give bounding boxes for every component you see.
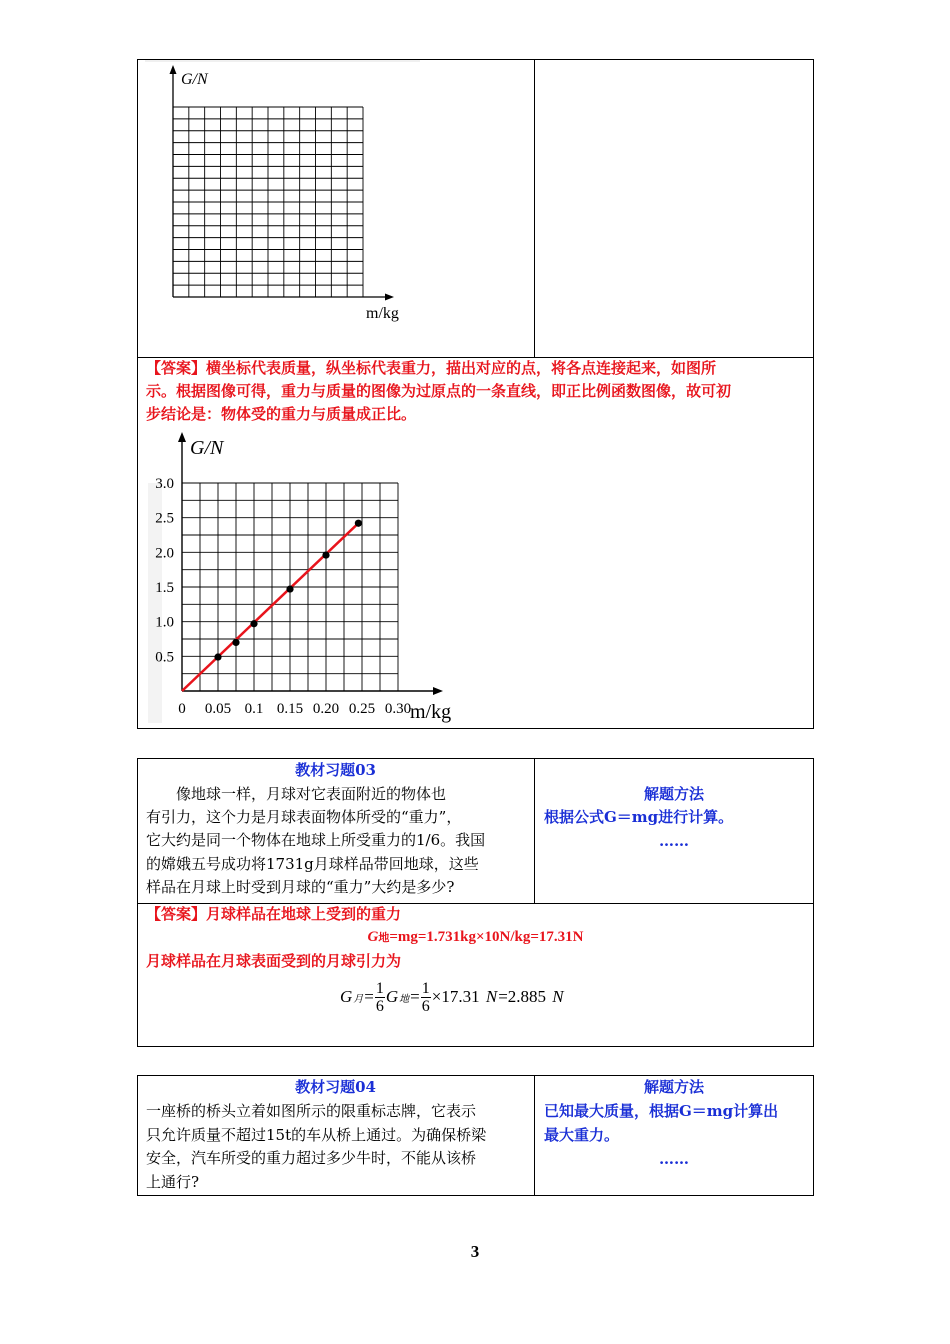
- exercise03-method-title: 解题方法: [643, 785, 704, 803]
- exercise04-question-line-3: 安全，汽车所受的重力超过多少牛时，不能从该桥: [146, 1149, 477, 1167]
- empty-chart-y-label: G/N: [181, 71, 208, 88]
- x-tick-label: 0.05: [204, 701, 232, 717]
- y-tick-label: 0.5: [155, 649, 174, 666]
- fraction-one-sixth-b: $\frac{1}{6}$: [421, 979, 430, 1015]
- fraction-one-sixth-a: $\frac{1}{6}$: [375, 979, 384, 1015]
- exercise03-title: 教材习题03: [295, 761, 376, 779]
- x-tick-label: 0.30: [384, 701, 412, 717]
- exercise03-question-line-3: 它大约是同一个物体在地球上所受重力的1/6。我国: [146, 831, 486, 849]
- empty-chart-x-label: m/kg: [366, 305, 399, 322]
- exercise04-method-line-1: 已知最大质量，根据G＝mg计算出: [544, 1102, 779, 1120]
- y-tick-label: 2.0: [155, 545, 174, 562]
- exercise03-question-line-2: 有引力，这个力是月球表面物体所受的“重力”，: [146, 808, 462, 826]
- answer-chart-x-label: m/kg: [410, 701, 452, 723]
- data-point: [355, 520, 362, 527]
- y-tick-label: 2.5: [155, 510, 174, 527]
- exercise03-question-line-4: 的嫦娥五号成功将1731g月球样品带回地球，这些: [146, 855, 479, 873]
- x-tick-label: 0.25: [348, 701, 376, 717]
- y-tick-label: 3.0: [155, 476, 174, 492]
- y-axis-arrow: [178, 432, 186, 442]
- fit-line: [182, 523, 358, 691]
- exercise04-question-line-4: 上通行?: [146, 1173, 200, 1191]
- answer-chart-y-label: G/N: [190, 437, 224, 459]
- page-number: 3: [470, 1242, 480, 1261]
- y-tick-label: 1.5: [155, 580, 174, 596]
- data-point: [286, 585, 293, 592]
- exercise04-title: 教材习题04: [295, 1078, 376, 1096]
- y-tick-label: 1.0: [155, 614, 174, 631]
- exercise03-answer-line-1: 【答案】月球样品在地球上受到的重力: [146, 905, 402, 923]
- empty-grid-chart: [140, 60, 530, 350]
- exercise03-method-text: 根据公式G＝mg进行计算。: [544, 808, 734, 826]
- x-tick-label: 0.15: [276, 701, 304, 717]
- exercise03-answer-line-3: 月球样品在月球表面受到的月球引力为: [146, 952, 402, 970]
- exercise03-question-line-1: 像地球一样，月球对它表面附近的物体也: [176, 785, 447, 803]
- data-point: [232, 639, 239, 646]
- top-answer-line-3: 步结论是：物体受的重力与质量成正比。: [146, 405, 417, 423]
- x-tick-label: 0: [178, 701, 186, 717]
- exercise03-answer-line-2: G地=mg=1.731kg×10N/kg=17.31N: [367, 929, 584, 945]
- x-tick-label: 0.1: [244, 701, 264, 717]
- top-answer-line-1: 【答案】横坐标代表质量，纵坐标代表重力，描出对应的点，将各点连接起来，如图所: [146, 359, 717, 377]
- x-axis-arrow: [433, 687, 443, 695]
- top-answer-line-2: 示。根据图像可得，重力与质量的图像为过原点的一条直线，即正比例函数图像，故可初: [146, 382, 732, 400]
- x-tick-label: 0.20: [312, 701, 340, 717]
- top-table-col-divider: [534, 59, 535, 357]
- data-point: [322, 552, 329, 559]
- exercise04-question-line-1: 一座桥的桥头立着如图所示的限重标志牌，它表示: [146, 1102, 477, 1120]
- exercise03-question-line-5: 样品在月球上时受到月球的“重力”大约是多少?: [146, 878, 455, 896]
- data-point: [214, 653, 221, 660]
- answer-chart: [140, 428, 470, 726]
- exercise03-formula: G 月 = $\frac{1}{6}$ G 地 = $\frac{1}{6}$ ×17.31 N =2.885 N: [340, 979, 564, 1015]
- exercise04-method-ellipsis: ……: [659, 1150, 689, 1168]
- exercise04-question-line-2: 只允许质量不超过15t的车从桥上通过。为确保桥梁: [146, 1126, 487, 1144]
- data-point: [250, 620, 257, 627]
- exercise04-method-title: 解题方法: [643, 1078, 704, 1096]
- exercise04-method-line-2: 最大重力。: [544, 1126, 620, 1144]
- exercise03-method-ellipsis: ……: [659, 832, 689, 850]
